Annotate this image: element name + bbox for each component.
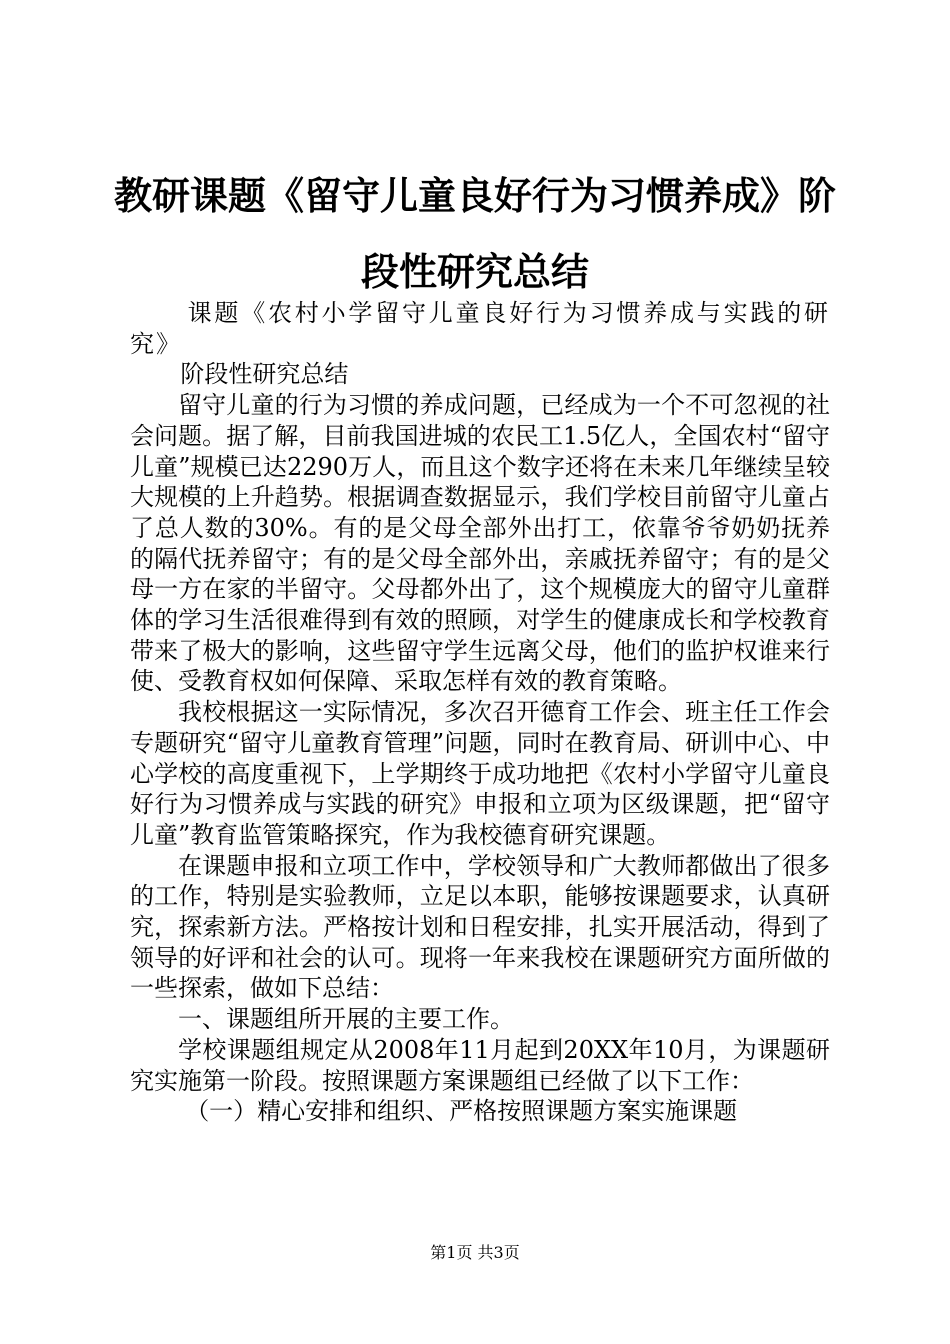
document-title: 教研课题《留守儿童良好行为习惯养成》阶段性研究总结 (113, 174, 836, 294)
subsection-heading-1: （一）精心安排和组织、严格按照课题方案实施课题 (185, 1097, 738, 1126)
document-body (130, 298, 830, 1127)
subtitle-line-2: 阶段性研究总结 (180, 360, 349, 389)
page-footer: 第1页 共3页 (430, 1243, 520, 1262)
section-heading-1: 一、课题组所开展的主要工作。 (178, 1005, 514, 1034)
paragraph-phase-one: 学校课题组规定从2008年11月起到20XX年10月，为课题研究实施第一阶段。按照课题方案课题组已经做了以下工作： (130, 1035, 830, 1095)
paragraph-project-approval: 我校根据这一实际情况，多次召开德育工作会、班主任工作会专题研究“留守儿童教育管理”问题，同时在教育局、研训中心、中心学校的高度重视下，上学期终于成功地把《农村小学留守儿童良好行为习惯养成与实践的研究》申报和立项为区级课题，把“留守儿童”教育监管策略探究，作为我校德育研究课题。 (130, 698, 830, 849)
paragraph-summary-intro: 在课题申报和立项工作中，学校领导和广大教师都做出了很多的工作，特别是实验教师，立足以本职，能够按课题要求，认真研究，探索新方法。严格按计划和日程安排，扎实开展活动，得到了领导的好评和社会的认可。现将一年来我校在课题研究方面所做的一些探索，做如下总结： (130, 851, 830, 1003)
paragraph-background: 留守儿童的行为习惯的养成问题，已经成为一个不可忽视的社会问题。据了解，目前我国进城的农民工1.5亿人，全国农村“留守儿童”规模已达2290万人，而且这个数字还将在未来几年继续呈较大规模的上升趋势。根据调查数据显示，我们学校目前留守儿童占了总人数的30%。有的是父母全部外出打工，依靠爷爷奶奶抚养的隔代抚养留守；有的是父母全部外出，亲戚抚养留守；有的是父母一方在家的半留守。父母都外出了，这个规模庞大的留守儿童群体的学习生活很难得到有效的照顾，对学生的健康成长和学校教育带来了极大的影响，这些留守学生远离父母，他们的监护权谁来行使、受教育权如何保障、采取怎样有效的教育策略。 (130, 391, 830, 696)
subtitle-paragraph: 课题《农村小学留守儿童良好行为习惯养成与实践的研究》 (130, 299, 830, 358)
